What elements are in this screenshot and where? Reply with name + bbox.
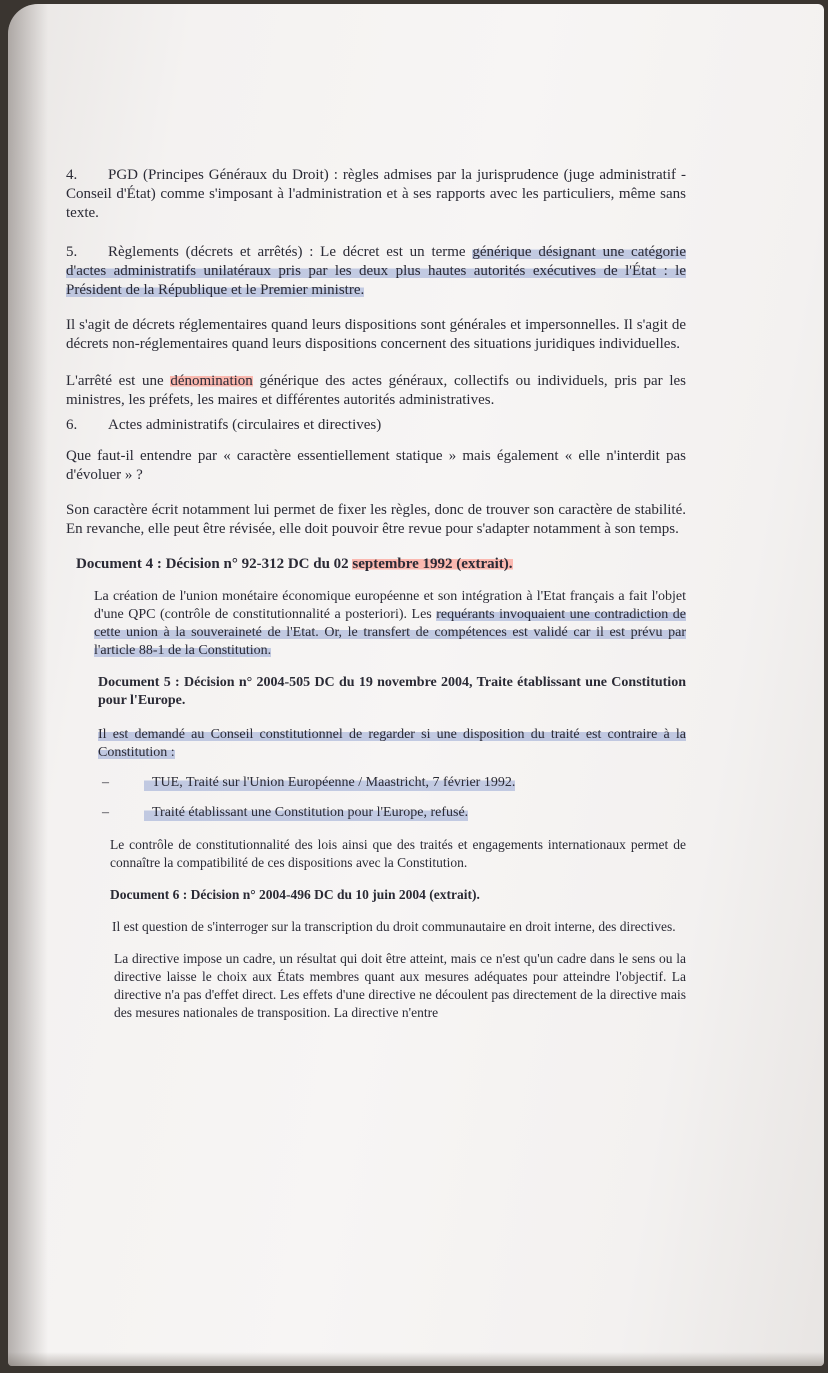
paper-sheet [8,4,824,1366]
list-item [102,804,686,822]
document-4-title [66,555,686,574]
document-5-paragraph [66,726,686,762]
item-4-number: 4. [66,167,78,183]
document-4-title-text: Document 4 : Décision n° 92-312 DC du 02 [76,556,353,572]
arrete-text-before: L'arrêté est une [66,373,171,389]
list-dash: – [102,775,109,790]
item-4 [66,166,686,223]
item-6-number: 6. [66,417,78,433]
arrete-highlight: dénomination [170,373,253,389]
item-5-highlight: générique désignant une catégorie d'actes administratifs unilatéraux pris par les deux plus hautes autorités exécutives de l'État : le Président de la République et le Premier ministre. [66,244,686,298]
document-4-highlight: requérants invoquaient une contradiction de cette union à la souveraineté de l'Etat. Or, le transfert de compétences est validé car il est prévu par l'article 88-1 de la Constitution. [94,607,686,658]
item-6 [66,416,686,435]
item-6-text: Actes administratifs (circulaires et directives) [108,417,382,433]
document-body [66,154,686,1022]
answer-paragraph: Son caractère écrit notamment lui permet de fixer les règles, donc de trouver son caractère de stabilité. En revanche, elle peut être révisée, elle doit pouvoir être revue pour s'adapter notamment à son temps. [66,502,686,537]
document-6-title: Document 6 : Décision n° 2004-496 DC du 10 juin 2004 (extrait). [110,887,480,902]
document-4-paragraph [66,588,686,660]
document-5-title: Document 5 : Décision n° 2004-505 DC du 19 novembre 2004, Traite établissant une Constitution pour l'Europe. [98,675,686,708]
item-5-number: 5. [66,244,78,260]
item-5-text: Règlements (décrets et arrêtés) : Le décret est un terme [108,244,473,260]
document-4-text: La création de l'union monétaire économique européenne et son intégration à l'Etat français a fait l'objet d'une QPC (contrôle de constitutionnalité a posteriori). Les [94,589,686,622]
document-6-paragraph-2: La directive impose un cadre, un résultat qui doit être atteint, mais ce n'est qu'un cadre dans le sens ou la directive laisse le choix aux États membres quant aux mesures adéquates pour atteindre l'objectif. La directive n'a pas d'effet direct. Les effets d'une directive ne découlent pas directement de la directive mais des mesures nationales de transposition. La directive n'entre [114,951,686,1020]
document-6-paragraph-1: Il est question de s'interroger sur la transcription du droit communautaire en droit interne, des directives. [112,919,676,934]
list-dash: – [102,805,109,820]
document-5-conclusion: Le contrôle de constitutionnalité des lois ainsi que des traités et engagements internationaux permet de connaître la compatibilité de ces dispositions avec la Constitution. [110,837,686,870]
list-item-text: TUE, Traité sur l'Union Européenne / Maastricht, 7 février 1992. [144,774,515,792]
item-4-text: PGD (Principes Généraux du Droit) : règles admises par la jurisprudence (juge administratif - Conseil d'État) comme s'imposant à l'administration et à ses rapports avec les particuliers, même sans texte. [66,167,686,221]
arrete-text-after: générique des actes généraux, collectifs ou individuels, pris par les ministres, les préfets, les maires et différentes autorités administratives. [66,373,686,408]
list-item [102,774,686,792]
document-4-title-highlight: septembre 1992 (extrait). [352,556,513,572]
document-5-list [66,774,686,822]
decrets-paragraph: Il s'agit de décrets réglementaires quand leurs dispositions sont générales et impersonnelles. Il s'agit de décrets non-réglementaires quand leurs dispositions concernent des situations juridiques individuelles. [66,317,686,352]
item-5 [66,243,686,300]
page-shadow [8,4,48,1366]
question-paragraph: Que faut-il entendre par « caractère essentiellement statique » mais également « elle n'interdit pas d'évoluer » ? [66,448,686,483]
document-5-text: Il est demandé au Conseil constitutionnel de regarder si une disposition du traité est contraire à la Constitution : [98,727,686,760]
list-item-text: Traité établissant une Constitution pour l'Europe, refusé. [144,804,468,822]
arrete-paragraph [66,372,686,410]
